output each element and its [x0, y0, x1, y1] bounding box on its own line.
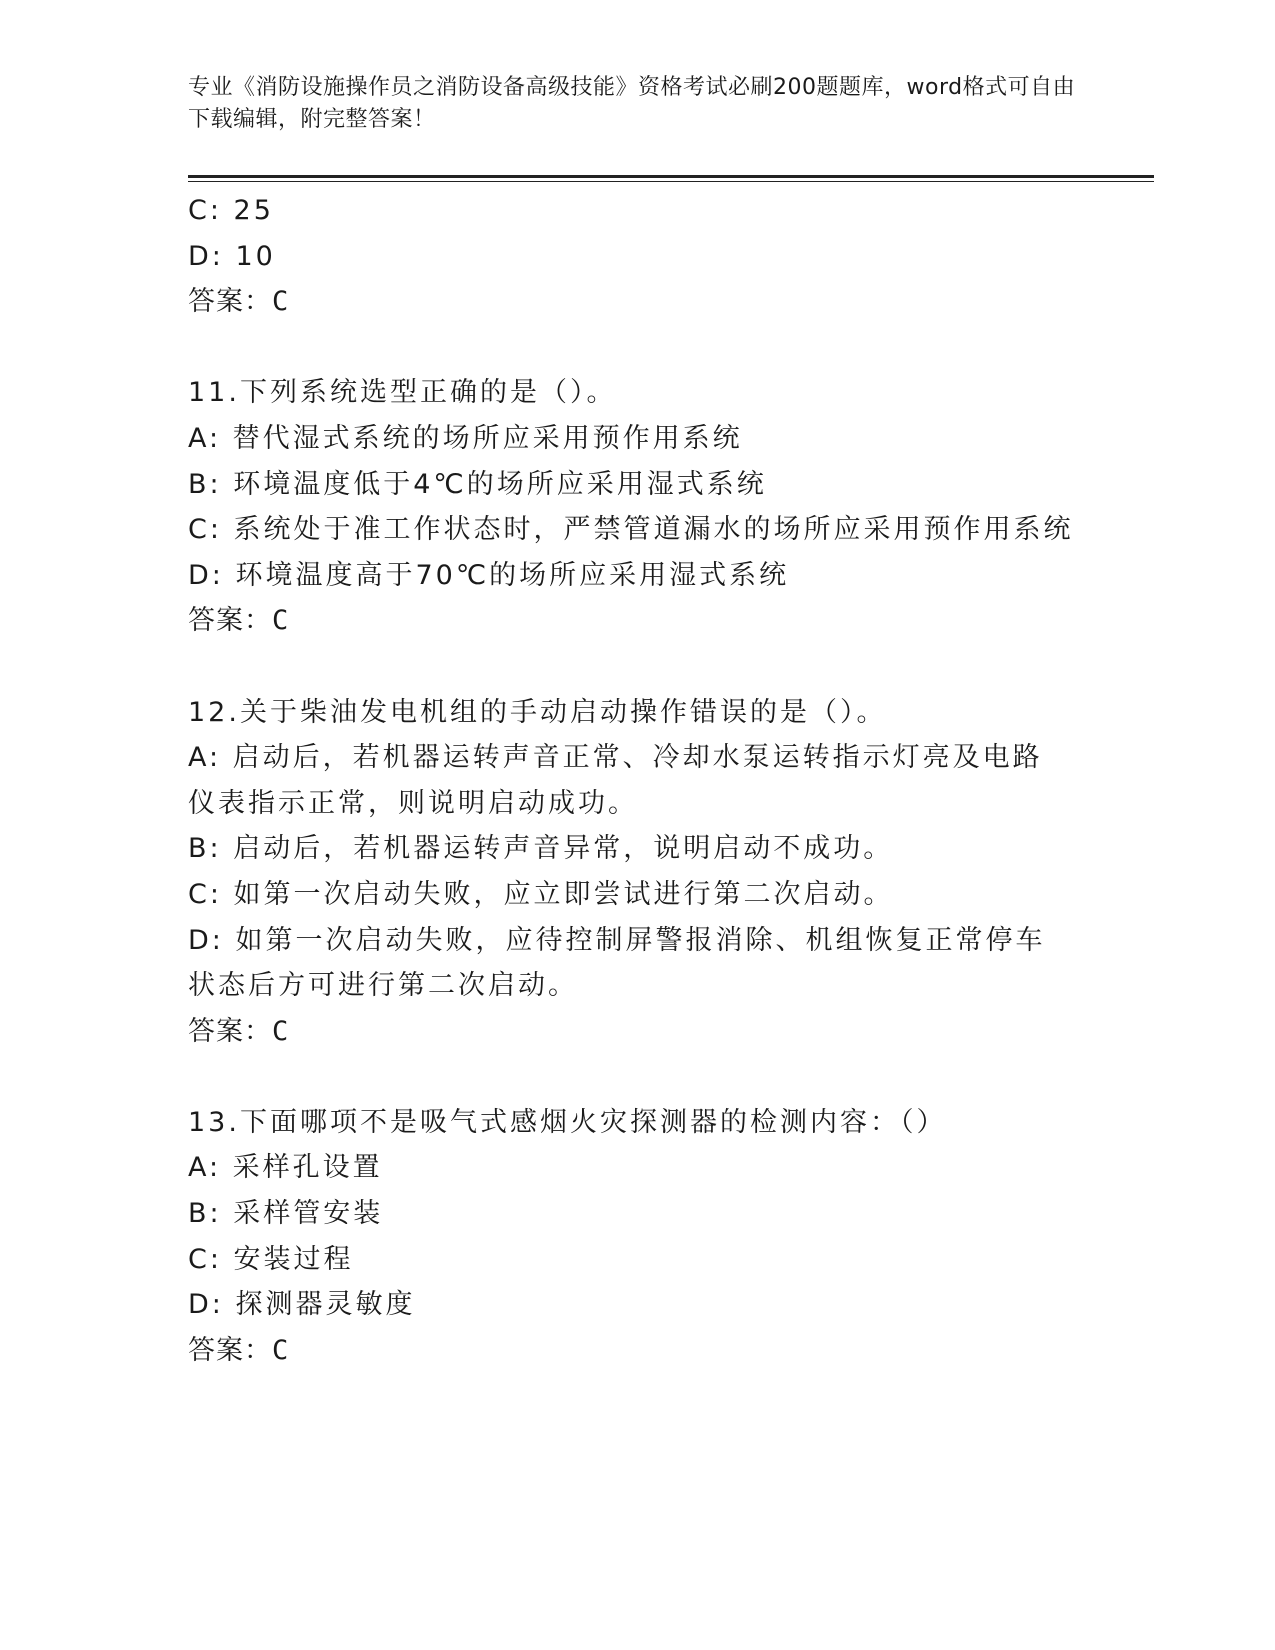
question-content [188, 188, 1088, 1373]
option-a: A: 启动后，若机器运转声音正常、冷却水泵运转指示灯亮及电路仪表指示正常，则说明启动成功。 [188, 742, 1043, 819]
question-12 [188, 690, 1088, 1055]
header-divider-thin [188, 181, 1154, 182]
answer-line: 答案：C [188, 1015, 290, 1047]
answer-line: 答案：C [188, 605, 290, 637]
option-d: D: 10 [188, 240, 276, 272]
option-b: B: 启动后，若机器运转声音异常，说明启动不成功。 [188, 833, 894, 865]
option-a: A: 替代湿式系统的场所应采用预作用系统 [188, 422, 743, 454]
answer-line: 答案：C [188, 1334, 290, 1366]
option-d: D: 探测器灵敏度 [188, 1289, 416, 1321]
option-b: B: 环境温度低于4℃的场所应采用湿式系统 [188, 468, 767, 500]
question-11 [188, 370, 1088, 644]
option-c: C: 系统处于准工作状态时，严禁管道漏水的场所应采用预作用系统 [188, 514, 1074, 546]
option-d: D: 如第一次启动失败，应待控制屏警报消除、机组恢复正常停车状态后方可进行第二次启动。 [188, 924, 1046, 1002]
question-stem: 12.关于柴油发电机组的手动启动操作错误的是（）。 [188, 696, 887, 728]
option-c: C: 25 [188, 195, 274, 226]
option-c: C: 安装过程 [188, 1243, 354, 1275]
option-d: D: 环境温度高于70℃的场所应采用湿式系统 [188, 559, 790, 591]
page-header: 专业《消防设施操作员之消防设备高级技能》资格考试必刷200题题库，word格式可自由下载编辑，附完整答案！ [188, 75, 1076, 132]
spacer [188, 1054, 1088, 1100]
question-stem: 11.下列系统选型正确的是（）。 [188, 377, 617, 409]
previous-question-tail [188, 188, 1088, 325]
option-b: B: 采样管安装 [188, 1198, 384, 1230]
spacer [188, 644, 1088, 690]
question-stem: 13.下面哪项不是吸气式感烟火灾探测器的检测内容：（） [188, 1106, 947, 1138]
question-13 [188, 1100, 1088, 1374]
option-c: C: 如第一次启动失败，应立即尝试进行第二次启动。 [188, 878, 894, 910]
header-divider-thick [188, 175, 1154, 178]
answer-line: 答案：C [188, 286, 290, 318]
option-a: A: 采样孔设置 [188, 1152, 383, 1184]
spacer [188, 325, 1088, 371]
